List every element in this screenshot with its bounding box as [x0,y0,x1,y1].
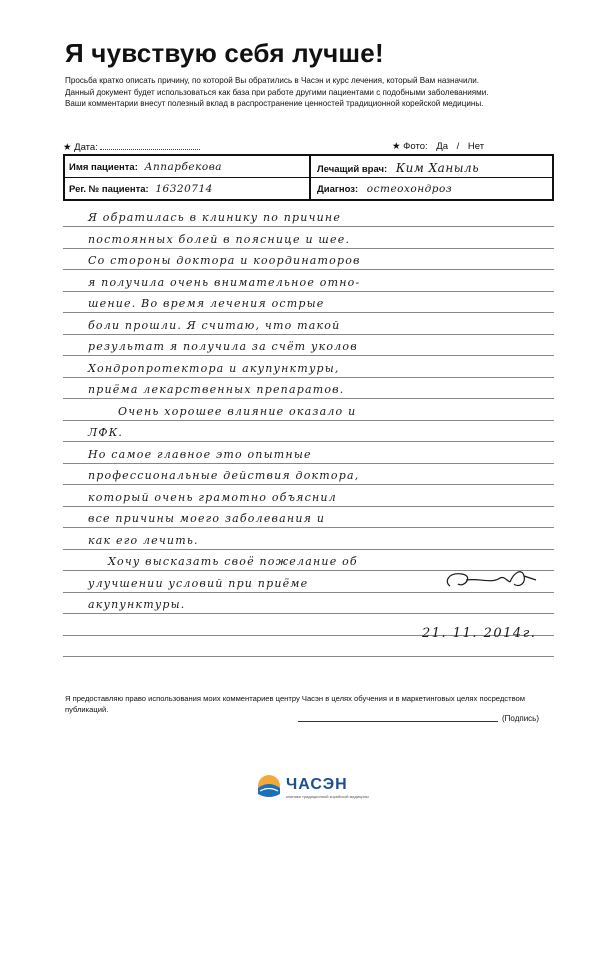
doctor-label: Лечащий врач: [317,164,388,175]
patient-info-table [63,154,554,201]
signature-date: 21. 11. 2014г. [422,626,537,641]
ruled-line [63,420,554,421]
comment-line: Хондропротектора и акупунктуры, [88,361,340,375]
ruled-line [63,377,554,378]
comment-line: который очень грамотно объяснил [88,490,337,504]
ruled-line [63,549,554,550]
ruled-line [63,398,554,399]
intro-line: Просьба кратко описать причину, по которой Вы обратились в Часэн и курс лечения, который Вам назначили. [65,76,480,85]
ruled-line [63,506,554,507]
ruled-line [63,527,554,528]
intro-line: Данный документ будет использоваться как база при работе другими пациентами с подобными заболеваниями. [65,87,489,97]
diagnosis-field[interactable] [317,183,452,195]
comment-line: приёма лекарственных препаратов. [88,383,345,396]
doctor-value: Ким Ханыль [395,161,480,175]
ruled-line [63,248,554,249]
comment-line: профессиональные действия доктора, [88,469,360,482]
patient-reg-value: 16320714 [155,183,213,195]
comment-line: Очень хорошее влияние оказало и [118,404,357,418]
ruled-line [63,484,554,485]
comment-line: Со стороны доктора и координаторов [88,254,361,267]
comment-line: все причины моего заболевания и [88,512,326,525]
comment-line: Но самое главное это опытные [88,447,312,461]
photo-separator: / [456,141,460,152]
signature-line[interactable] [298,713,498,722]
brand-tagline: клиника традиционной корейской медицины [286,794,369,799]
ruled-line [63,656,554,657]
ruled-line [63,269,554,270]
photo-label: ★ Фото: [392,141,428,152]
ruled-line [63,355,554,356]
intro-text [65,75,565,110]
chaseon-logo-icon [256,774,282,798]
comment-line: шение. Во время лечения острые [88,297,325,310]
photo-no-option[interactable]: Нет [467,141,485,152]
date-value-line [100,141,200,150]
table-column-divider [309,156,311,199]
date-field[interactable] [63,141,200,153]
patient-signature [440,566,540,594]
ruled-line [63,312,554,313]
date-label: ★ Дата: [63,142,98,153]
comment-line: Хочу высказать своё пожелание об [108,555,358,568]
ruled-line [63,441,554,442]
diagnosis-value: остеохондроз [366,183,453,195]
patient-name-label: Имя пациента: [69,162,138,173]
patient-reg-field[interactable] [69,183,213,195]
comment-line: как его лечить. [88,533,199,547]
doctor-field[interactable] [317,161,479,175]
ruled-line [63,613,554,614]
photo-field [392,141,484,152]
comment-line: постоянных болей в пояснице и шее. [88,232,351,246]
ruled-line [63,463,554,464]
diagnosis-label: Диагноз: [317,184,359,195]
comment-line: ЛФК. [88,426,124,439]
intro-line: Ваши комментарии внесут полезный вклад в распространение ценностей традиционной корейской медицины. [65,99,484,108]
patient-name-field[interactable] [69,161,222,173]
ruled-line [63,226,554,227]
comment-line: результат я получила за счёт уколов [88,340,358,353]
ruled-line [63,291,554,292]
ruled-line [63,334,554,335]
comment-line: акупунктуры. [88,598,186,611]
page-title: Я чувствую себя лучше! [65,38,384,68]
patient-name-value: Аппарбекова [144,161,223,173]
brand-name: ЧАСЭН [286,776,348,793]
comment-line: боли прошли. Я считаю, что такой [88,318,341,332]
patient-reg-label: Рег. № пациента: [69,184,149,195]
photo-yes-option[interactable]: Да [436,141,448,152]
comment-line: Я обратилась в клинику по причине [88,211,342,224]
comment-line: я получила очень внимательное отно- [88,275,361,289]
consent-text: Я предоставляю право использования моих комментариев центру Часэн в целях обучения и в маркетинговых целях посредством публикаций. [65,694,525,714]
signature-label: (Подпись) [502,714,539,723]
comment-line: улучшении условий при приёме [88,576,309,590]
